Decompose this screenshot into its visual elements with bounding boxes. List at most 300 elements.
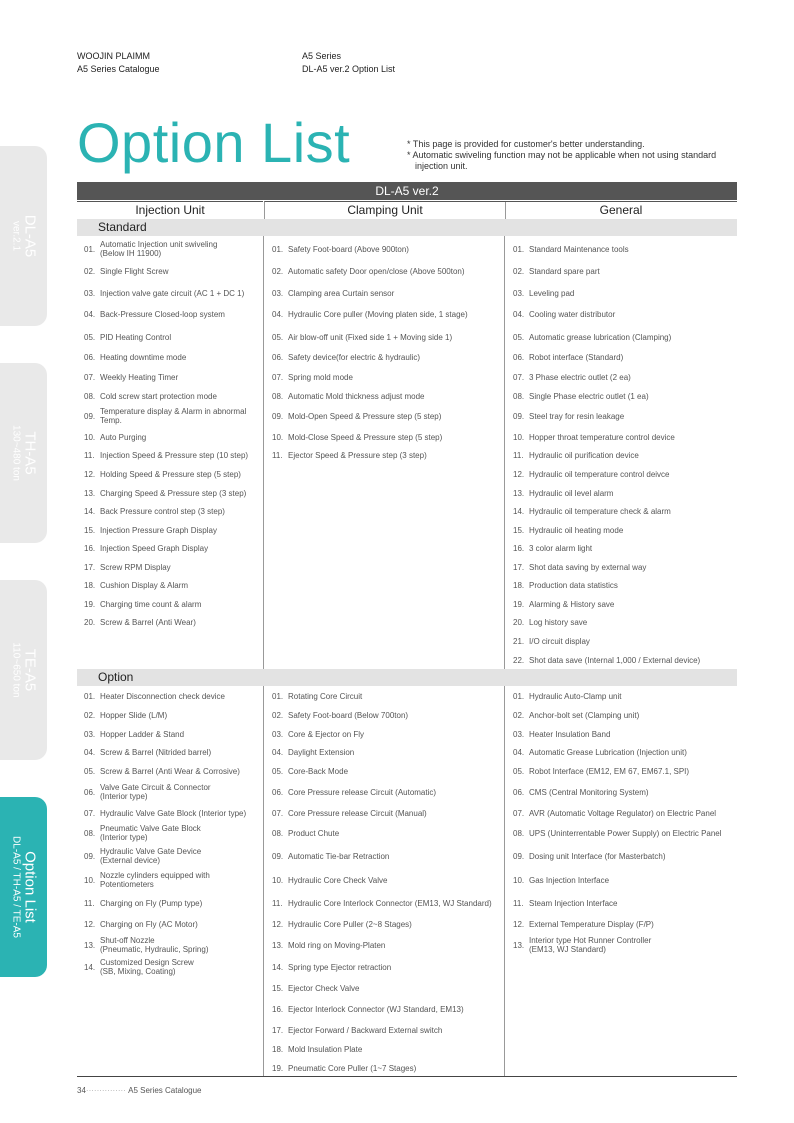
item-text: Leveling pad [529, 288, 575, 298]
item-text: Screw & Barrel (Anti Wear & Corrosive) [100, 766, 240, 776]
side-tab-title: TE-A5 [21, 648, 38, 692]
item-text: Shot data save (Internal 1,000 / External device) [529, 655, 701, 665]
item-number: 12. [513, 469, 525, 479]
item-text: Holding Speed & Pressure step (5 step) [100, 469, 241, 479]
item-text: Ejector Check Valve [288, 983, 360, 993]
item-text: Steel tray for resin leakage [529, 411, 625, 421]
item-number: 14. [84, 506, 96, 516]
item-number: 09. [84, 411, 96, 421]
item-text: Temperature display & Alarm in abnormal Temp. [100, 407, 247, 425]
option-general-item [513, 893, 618, 913]
item-text: Heating downtime mode [100, 352, 187, 362]
item-number: 08. [272, 391, 284, 401]
option-injection-item [84, 686, 225, 706]
option-injection-item [84, 870, 210, 890]
item-number: 20. [513, 617, 525, 627]
item-text: Auto Purging [100, 432, 147, 442]
column-divider [504, 686, 505, 1076]
section-standard [77, 219, 737, 236]
item-number: 11. [272, 450, 283, 460]
option-clamping-item [272, 1058, 416, 1078]
item-text: Back Pressure control step (3 step) [100, 506, 225, 516]
item-number: 05. [513, 766, 525, 776]
item-text: Mold-Open Speed & Pressure step (5 step) [288, 411, 442, 421]
item-text: Safety device(for electric & hydraulic) [288, 352, 421, 362]
option-clamping-item [272, 724, 364, 744]
option-clamping-item [272, 870, 387, 890]
item-number: 01. [272, 691, 284, 701]
option-clamping-item [272, 935, 385, 955]
option-clamping-item [272, 893, 492, 913]
item-text: Charging on Fly (Pump type) [100, 898, 203, 908]
note-2: * Automatic swiveling function may not be applicable when not using standard [407, 150, 717, 160]
option-general-item [513, 846, 666, 866]
item-text: Production data statistics [529, 580, 618, 590]
standard-general-item [513, 406, 624, 426]
footer-dots: ··············· [85, 1086, 126, 1095]
standard-general-item [513, 520, 623, 540]
item-text: Charging time count & alarm [100, 599, 202, 609]
standard-injection-item [84, 594, 201, 614]
item-number: 03. [84, 729, 96, 739]
item-number: 07. [84, 372, 96, 382]
item-text: Charging on Fly (AC Motor) [100, 919, 198, 929]
option-clamping-item [272, 978, 359, 998]
item-number: 15. [272, 983, 284, 993]
item-number: 10. [272, 432, 284, 442]
item-text: Core Pressure release Circuit (Automatic) [288, 787, 437, 797]
item-text: Core-Back Mode [288, 766, 349, 776]
item-number: 05. [513, 332, 525, 342]
item-number: 19. [513, 599, 525, 609]
side-tab-subtitle: ver.2.1 [10, 220, 21, 252]
item-text: Hydraulic Core Puller (2~8 Stages) [288, 919, 412, 929]
option-general-item [513, 724, 610, 744]
item-number: 15. [84, 525, 96, 535]
item-number: 17. [513, 562, 525, 572]
item-number: 16. [272, 1004, 284, 1014]
standard-general-item [513, 427, 675, 447]
item-number: 18. [272, 1044, 284, 1054]
standard-injection-item [84, 327, 171, 347]
item-text: Screw RPM Display [100, 562, 171, 572]
option-general-item [513, 761, 689, 781]
item-text: Weekly Heating Timer [100, 372, 179, 382]
item-text: Steam Injection Interface [529, 898, 618, 908]
item-text: 3 color alarm light [529, 543, 593, 553]
item-number: 11. [513, 450, 524, 460]
standard-injection-item [84, 367, 178, 387]
standard-injection-item [84, 520, 217, 540]
item-number: 08. [272, 828, 284, 838]
option-general-item [513, 823, 722, 843]
standard-injection-item [84, 427, 146, 447]
item-number: 01. [513, 691, 525, 701]
standard-clamping-item [272, 304, 468, 324]
item-text: Pneumatic Valve Gate Block (Interior type) [100, 824, 201, 842]
item-text: Cooling water distributor [529, 309, 616, 319]
item-number: 11. [84, 450, 95, 460]
item-number: 12. [84, 469, 96, 479]
standard-general-item [513, 501, 671, 521]
standard-general-item [513, 483, 613, 503]
item-number: 03. [513, 288, 525, 298]
item-number: 05. [84, 332, 96, 342]
standard-general-item [513, 575, 618, 595]
item-text: Customized Design Screw (SB, Mixing, Coating) [100, 958, 194, 976]
item-number: 07. [272, 372, 284, 382]
item-number: 03. [513, 729, 525, 739]
item-text: Hydraulic oil temperature check & alarm [529, 506, 671, 516]
item-number: 13. [84, 488, 96, 498]
item-number: 06. [272, 352, 284, 362]
option-clamping-item [272, 782, 436, 802]
standard-injection-item [84, 347, 186, 367]
item-text: AVR (Automatic Voltage Regulator) on Electric Panel [529, 808, 717, 818]
item-text: Robot Interface (EM12, EM 67, EM67.1, SPI) [529, 766, 690, 776]
item-number: 02. [513, 710, 525, 720]
item-text: Heater Insulation Band [529, 729, 611, 739]
side-tab-option-list[interactable] [0, 797, 47, 977]
option-injection-item [84, 803, 246, 823]
item-text: PID Heating Control [100, 332, 172, 342]
item-text: Dosing unit Interface (for Masterbatch) [529, 851, 666, 861]
item-text: Hydraulic oil level alarm [529, 488, 614, 498]
item-number: 12. [272, 919, 284, 929]
option-clamping-item [272, 705, 408, 725]
item-number: 09. [84, 851, 96, 861]
item-text: Single Phase electric outlet (1 ea) [529, 391, 649, 401]
item-text: Log history save [529, 617, 588, 627]
option-clamping-item [272, 1020, 442, 1040]
header-left [77, 50, 160, 76]
item-text: Robot interface (Standard) [529, 352, 624, 362]
section-option [77, 669, 737, 686]
item-number: 04. [513, 309, 525, 319]
item-number: 08. [513, 391, 525, 401]
standard-injection-item [84, 501, 225, 521]
item-number: 07. [513, 808, 525, 818]
item-number: 08. [84, 391, 96, 401]
option-clamping-item [272, 999, 464, 1019]
item-text: Screw & Barrel (Nitrided barrel) [100, 747, 212, 757]
item-text: Valve Gate Circuit & Connector (Interior type) [100, 783, 211, 801]
item-text: Hydraulic oil purification device [529, 450, 639, 460]
item-text: Heater Disconnection check device [100, 691, 225, 701]
side-tab-title: DL-A5 [21, 214, 38, 258]
item-number: 15. [513, 525, 525, 535]
item-text: Mold ring on Moving-Platen [288, 940, 386, 950]
note-3: injection unit. [415, 161, 468, 171]
standard-general-item [513, 557, 646, 577]
column-divider [263, 686, 264, 1076]
item-number: 04. [513, 747, 525, 757]
item-text: Mold-Close Speed & Pressure step (5 step) [288, 432, 443, 442]
item-text: Injection Speed Graph Display [100, 543, 209, 553]
item-text: Air blow-off unit (Fixed side 1 + Moving side 1) [288, 332, 453, 342]
standard-clamping-item [272, 261, 465, 281]
item-text: Injection Speed & Pressure step (10 step) [100, 450, 249, 460]
item-number: 17. [84, 562, 96, 572]
item-text: Single Flight Screw [100, 266, 169, 276]
item-text: Nozzle cylinders equipped with Potentiometers [100, 871, 210, 889]
item-text: Hydraulic oil heating mode [529, 525, 624, 535]
item-text: Hydraulic Valve Gate Device (External device) [100, 847, 202, 865]
standard-clamping-item [272, 283, 394, 303]
standard-injection-item [84, 575, 188, 595]
option-general-item [513, 686, 621, 706]
footer [77, 1086, 202, 1095]
item-text: Hopper throat temperature control device [529, 432, 675, 442]
item-text: Hopper Slide (L/M) [100, 710, 168, 720]
option-clamping-item [272, 686, 362, 706]
section-name: DL-A5 ver.2 Option List [302, 64, 396, 74]
side-tab-subtitle: 130~480 ton [10, 425, 21, 481]
standard-general-item [513, 612, 587, 632]
standard-clamping-item [272, 386, 425, 406]
item-text: External Temperature Display (F/P) [529, 919, 654, 929]
standard-clamping-item [272, 427, 442, 447]
side-tab-title: TH-A5 [21, 431, 38, 475]
side-tab-subtitle: DL-A5 / TH-A5 / TE-A5 [10, 836, 21, 938]
option-general-item [513, 870, 609, 890]
item-text: Screw & Barrel (Anti Wear) [100, 617, 196, 627]
option-injection-item [84, 782, 211, 802]
item-text: Cold screw start protection mode [100, 391, 217, 401]
item-number: 13. [272, 940, 284, 950]
option-general-item [513, 705, 639, 725]
item-number: 01. [513, 244, 525, 254]
item-text: Hydraulic Auto-Clamp unit [529, 691, 622, 701]
option-injection-item [84, 935, 208, 955]
item-text: Automatic safety Door open/close (Above 500ton) [288, 266, 465, 276]
item-text: CMS (Central Monitoring System) [529, 787, 649, 797]
item-number: 13. [513, 488, 525, 498]
company-name: WOOJIN PLAIMM [77, 51, 151, 61]
item-number: 11. [513, 898, 524, 908]
item-text: Pneumatic Core Puller (1~7 Stages) [288, 1063, 417, 1073]
standard-general-item [513, 445, 639, 465]
option-clamping-item [272, 742, 354, 762]
standard-general-item [513, 650, 700, 670]
item-text: Automatic Grease Lubrication (Injection unit) [529, 747, 687, 757]
item-number: 16. [84, 543, 96, 553]
item-text: Ejector Interlock Connector (WJ Standard, EM13) [288, 1004, 464, 1014]
item-text: 3 Phase electric outlet (2 ea) [529, 372, 631, 382]
standard-injection-item [84, 483, 246, 503]
column-header-general: General [505, 201, 737, 220]
column-divider [504, 236, 505, 669]
item-number: 19. [272, 1063, 284, 1073]
item-number: 12. [513, 919, 525, 929]
standard-general-item [513, 239, 629, 259]
standard-injection-item [84, 612, 196, 632]
item-number: 06. [513, 352, 525, 362]
header-right [302, 50, 395, 76]
standard-injection-item [84, 283, 244, 303]
standard-general-item [513, 386, 649, 406]
option-injection-item [84, 893, 202, 913]
item-text: Spring type Ejector retraction [288, 962, 392, 972]
item-text: Spring mold mode [288, 372, 353, 382]
item-text: Safety Foot-board (Above 900ton) [288, 244, 409, 254]
item-text: Daylight Extension [288, 747, 355, 757]
option-clamping-item [272, 1039, 362, 1059]
item-number: 01. [84, 244, 96, 254]
bottom-rule [77, 1076, 737, 1077]
standard-injection-item [84, 445, 248, 465]
item-text: Hydraulic Core Check Valve [288, 875, 388, 885]
item-number: 02. [513, 266, 525, 276]
item-text: UPS (Uninterrentable Power Supply) on Electric Panel [529, 828, 722, 838]
standard-general-item [513, 347, 623, 367]
option-clamping-item [272, 823, 339, 843]
item-text: Automatic Injection unit swiveling (Below IH 11900) [100, 240, 218, 258]
option-clamping-item [272, 846, 389, 866]
item-text: Shut-off Nozzle (Pneumatic, Hydraulic, Spring) [100, 936, 209, 954]
standard-injection-item [84, 464, 241, 484]
standard-injection-item [84, 538, 208, 558]
item-number: 17. [272, 1025, 284, 1035]
item-number: 18. [513, 580, 525, 590]
item-number: 06. [84, 352, 96, 362]
option-clamping-item [272, 761, 348, 781]
standard-general-item [513, 283, 574, 303]
option-clamping-item [272, 803, 427, 823]
item-number: 01. [272, 244, 284, 254]
item-number: 01. [84, 691, 96, 701]
item-text: Gas Injection Interface [529, 875, 610, 885]
item-number: 09. [513, 851, 525, 861]
item-number: 06. [84, 787, 96, 797]
option-general-item [513, 803, 716, 823]
item-text: Cushion Display & Alarm [100, 580, 189, 590]
item-number: 19. [84, 599, 96, 609]
item-number: 13. [84, 940, 96, 950]
item-text: Mold Insulation Plate [288, 1044, 363, 1054]
item-number: 05. [272, 332, 284, 342]
option-injection-item [84, 761, 240, 781]
standard-general-item [513, 631, 590, 651]
side-tab-th-a5[interactable] [0, 363, 47, 543]
item-text: Core & Ejector on Fly [288, 729, 365, 739]
item-number: 05. [272, 766, 284, 776]
series-name: A5 Series [302, 51, 342, 61]
item-number: 20. [84, 617, 96, 627]
standard-clamping-item [272, 367, 353, 387]
item-text: I/O circuit display [529, 636, 590, 646]
standard-clamping-item [272, 406, 441, 426]
standard-general-item [513, 304, 615, 324]
standard-injection-item [84, 406, 246, 426]
column-divider [263, 236, 264, 669]
option-injection-item [84, 705, 167, 725]
item-number: 06. [513, 787, 525, 797]
item-number: 10. [84, 432, 96, 442]
item-text: Ejector Speed & Pressure step (3 step) [288, 450, 427, 460]
item-number: 05. [84, 766, 96, 776]
item-number: 02. [272, 266, 284, 276]
item-text: Clamping area Curtain sensor [288, 288, 395, 298]
item-text: Standard spare part [529, 266, 600, 276]
standard-general-item [513, 538, 592, 558]
side-tab-te-a5[interactable] [0, 580, 47, 760]
item-number: 18. [84, 580, 96, 590]
item-number: 02. [84, 266, 96, 276]
item-number: 10. [513, 432, 525, 442]
standard-injection-item [84, 557, 171, 577]
item-text: Automatic Mold thickness adjust mode [288, 391, 425, 401]
item-text: Automatic Tie-bar Retraction [288, 851, 390, 861]
item-number: 08. [84, 828, 96, 838]
item-number: 21. [513, 636, 525, 646]
item-text: Hydraulic Valve Gate Block (Interior type) [100, 808, 247, 818]
side-tab-title: Option List [21, 851, 38, 923]
item-text: Automatic grease lubrication (Clamping) [529, 332, 672, 342]
section-option-label: Option [98, 670, 134, 684]
item-number: 10. [513, 875, 525, 885]
item-number: 10. [84, 875, 96, 885]
item-text: Rotating Core Circuit [288, 691, 363, 701]
item-text: Core Pressure release Circuit (Manual) [288, 808, 427, 818]
option-general-item [513, 914, 654, 934]
item-number: 04. [272, 747, 284, 757]
item-text: Product Chute [288, 828, 340, 838]
option-clamping-item [272, 914, 412, 934]
notes [407, 139, 716, 172]
item-number: 14. [513, 506, 525, 516]
standard-general-item [513, 367, 631, 387]
item-number: 07. [513, 372, 525, 382]
section-standard-label: Standard [98, 220, 147, 234]
item-text: Alarming & History save [529, 599, 615, 609]
item-number: 03. [272, 729, 284, 739]
option-injection-item [84, 914, 198, 934]
option-injection-item [84, 742, 211, 762]
item-number: 14. [84, 962, 96, 972]
item-number: 13. [513, 940, 525, 950]
option-injection-item [84, 957, 194, 977]
option-injection-item [84, 846, 201, 866]
item-text: Hopper Ladder & Stand [100, 729, 185, 739]
note-1: * This page is provided for customer's better understanding. [407, 139, 645, 149]
item-number: 09. [272, 411, 284, 421]
option-general-item [513, 935, 651, 955]
standard-clamping-item [272, 327, 452, 347]
item-number: 04. [272, 309, 284, 319]
option-injection-item [84, 724, 184, 744]
item-text: Charging Speed & Pressure step (3 step) [100, 488, 247, 498]
item-number: 16. [513, 543, 525, 553]
page-number: 34 [77, 1086, 86, 1095]
item-number: 11. [272, 898, 283, 908]
item-text: Injection valve gate circuit (AC 1 + DC 1) [100, 288, 245, 298]
standard-general-item [513, 464, 670, 484]
item-number: 07. [272, 808, 284, 818]
item-number: 09. [513, 411, 525, 421]
standard-clamping-item [272, 347, 420, 367]
option-injection-item [84, 823, 201, 843]
item-number: 02. [272, 710, 284, 720]
item-text: Ejector Forward / Backward External switch [288, 1025, 443, 1035]
standard-injection-item [84, 261, 168, 281]
side-tab-dl-a5[interactable] [0, 146, 47, 326]
item-number: 14. [272, 962, 284, 972]
table-title: DL-A5 ver.2 [77, 182, 737, 200]
item-text: Injection Pressure Graph Display [100, 525, 217, 535]
item-number: 04. [84, 747, 96, 757]
item-number: 06. [272, 787, 284, 797]
